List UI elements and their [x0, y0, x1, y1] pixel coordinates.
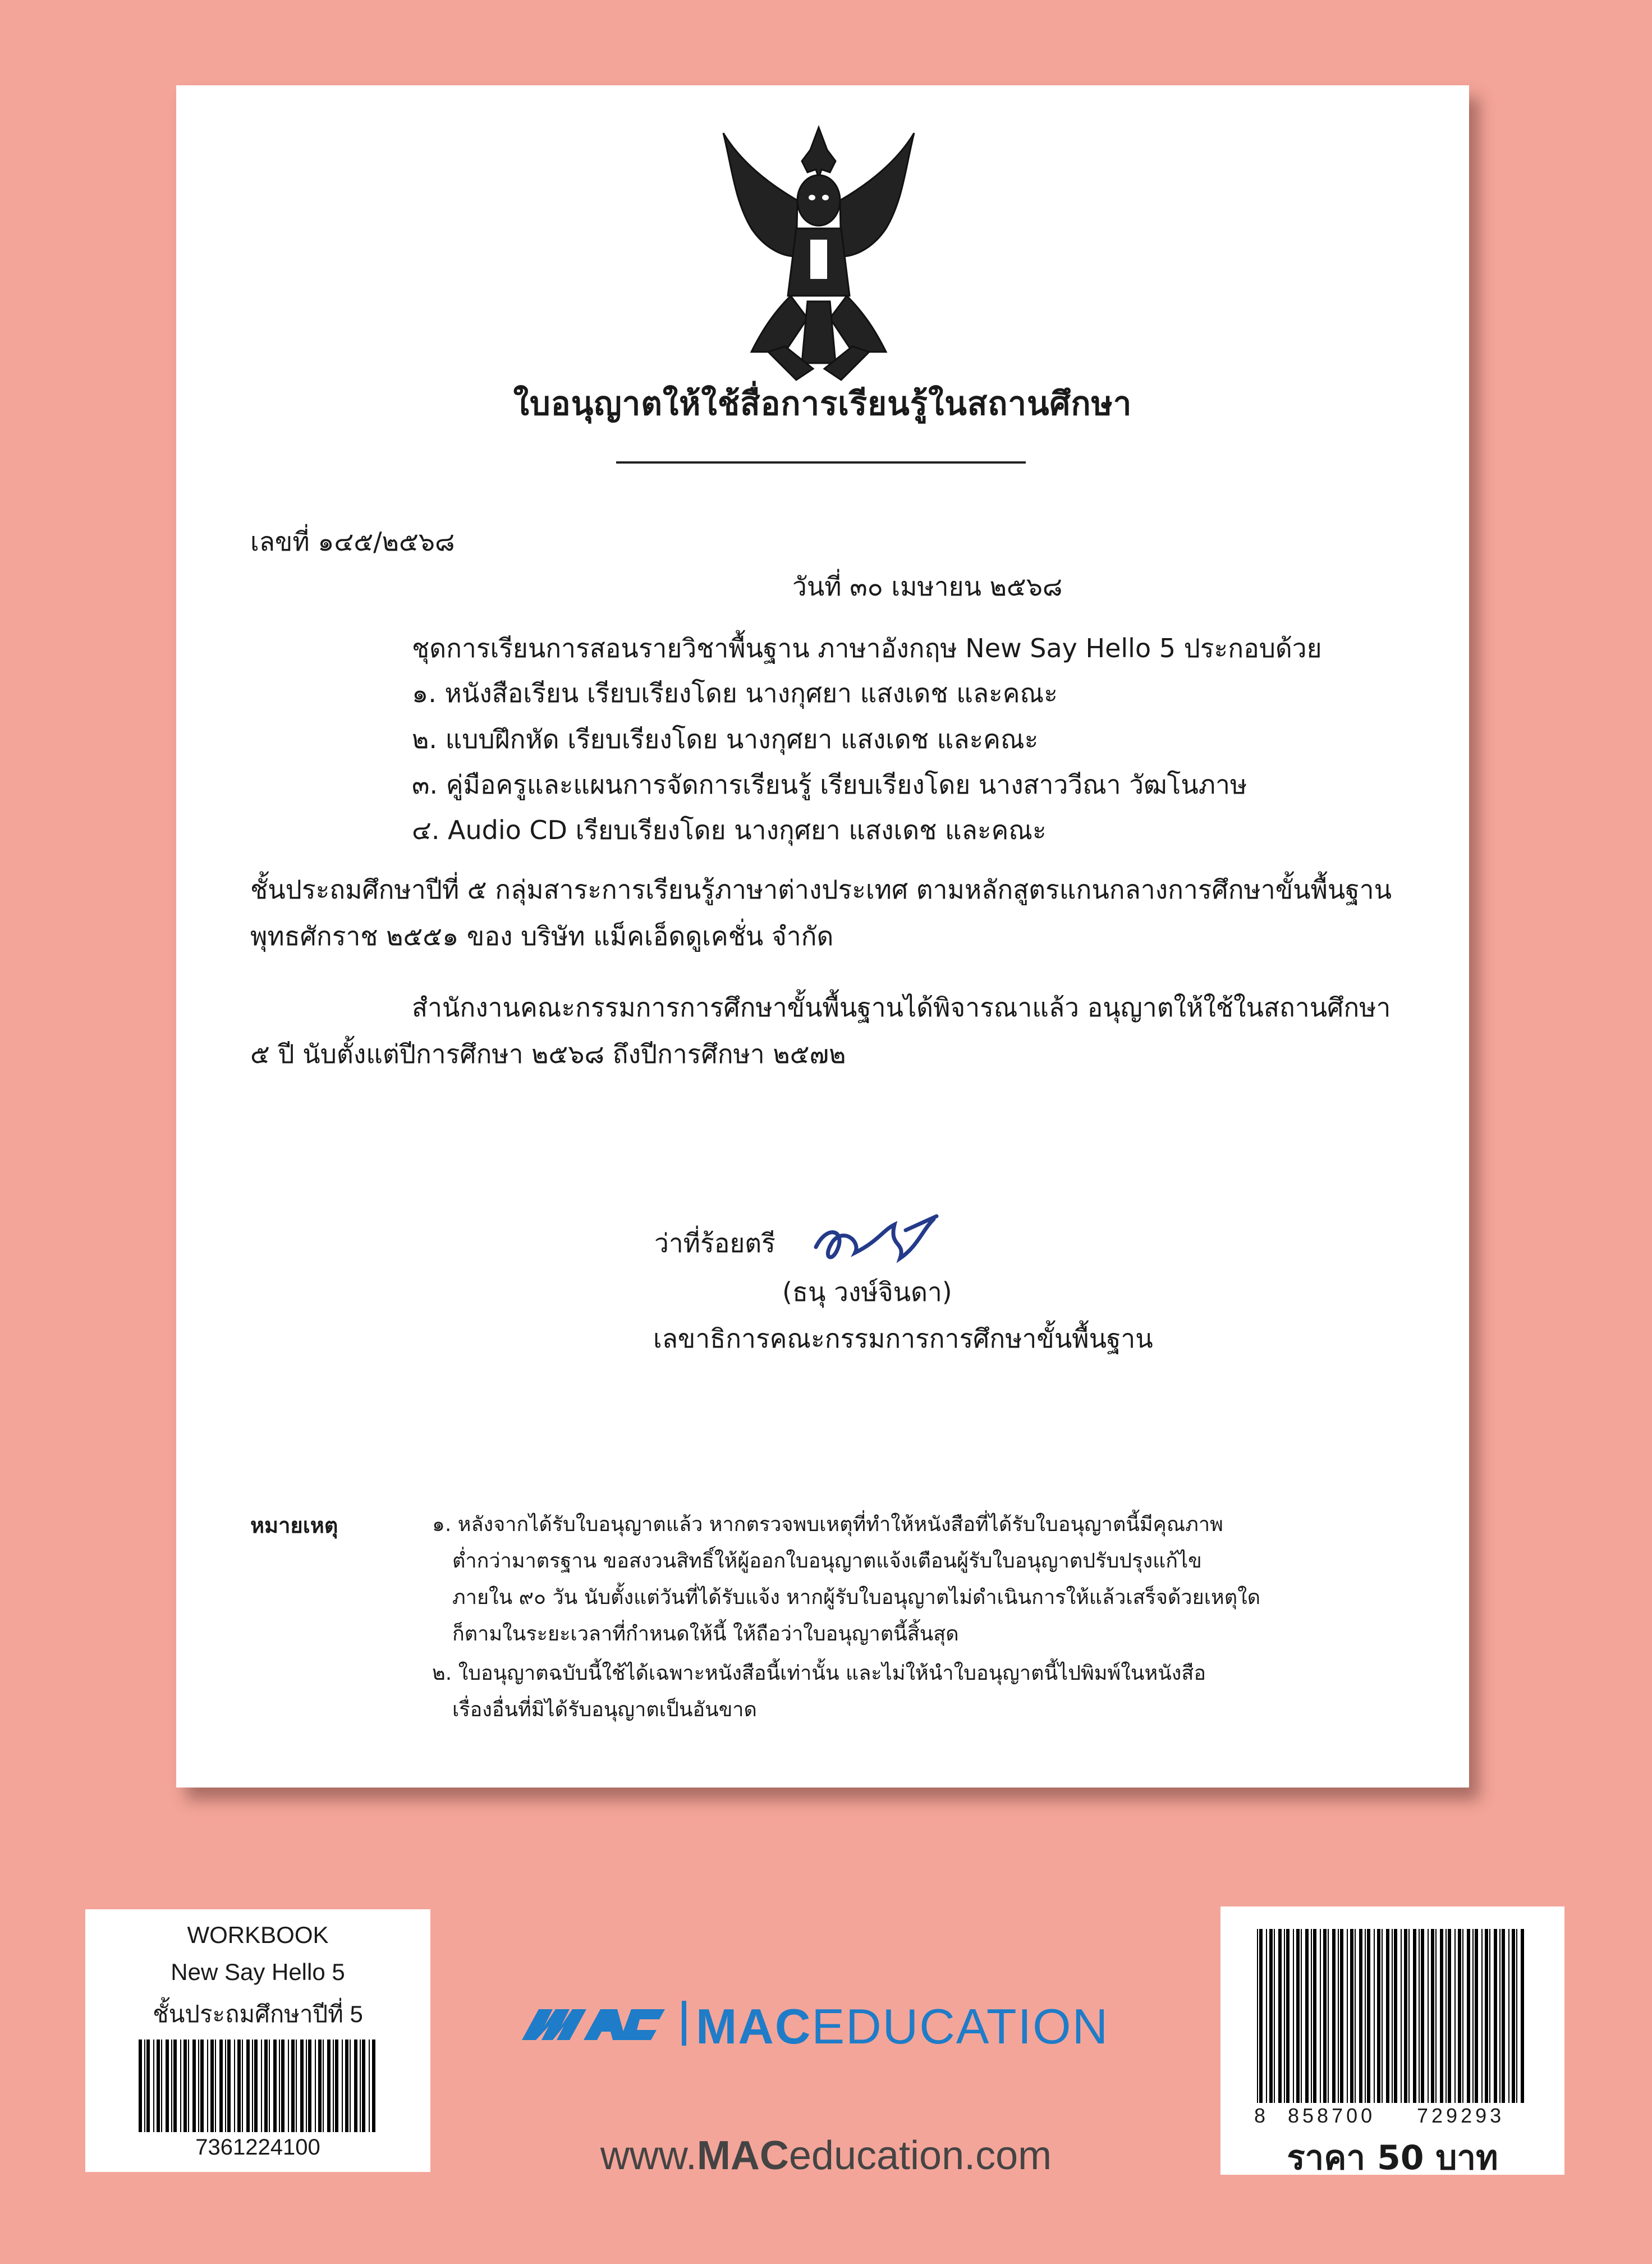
list-item: ๔. Audio CD เรียบเรียงโดย นางกุศยา แสงเดช และคณะ: [412, 815, 1047, 845]
barcode-bar: [1284, 1929, 1285, 2103]
barcode-icon: [139, 2040, 377, 2132]
barcode-bar: [173, 2040, 177, 2132]
barcode-bar: [1293, 1929, 1294, 2103]
barcode-bar: [1485, 1929, 1488, 2103]
barcode-bar: [333, 2040, 334, 2132]
barcode-bar: [269, 2040, 270, 2132]
website-url: www.MACeducation.com: [600, 2133, 1052, 2178]
barcode-bar: [1448, 1929, 1451, 2103]
workbook-grade: ชั้นประถมศึกษาปีที่ 5: [153, 2001, 363, 2027]
barcode-bar: [1401, 1929, 1402, 2103]
barcode-bar: [1382, 1929, 1383, 2103]
mac-education-logo: [522, 1999, 1139, 2054]
barcode-bar: [261, 2040, 262, 2132]
price-label: ราคา 50 บาท: [1287, 2138, 1498, 2178]
barcode-bar: [1320, 1929, 1321, 2103]
barcode-bar: [242, 2040, 243, 2132]
barcode-bar: [1367, 1929, 1370, 2103]
barcode-bar: [153, 2040, 154, 2132]
barcode-bar: [144, 2040, 145, 2132]
barcode-digit-group: 858700: [1288, 2104, 1376, 2127]
barcode-bar: [300, 2040, 304, 2132]
barcode-bar: [1374, 1929, 1375, 2103]
note-line: เรื่องอื่นที่มิได้รับอนุญาตเป็นอันขาด: [452, 1698, 757, 1721]
barcode-bar: [1340, 1929, 1343, 2103]
barcode-bar: [207, 2040, 208, 2132]
note-line: ก็ตามในระยะเวลาที่กำหนดให้นี้ ให้ถือว่าใบอนุญาตนี้สิ้นสุด: [452, 1623, 959, 1646]
barcode-bar: [1431, 1929, 1434, 2103]
barcode-bar: [315, 2040, 316, 2132]
barcode-bar: [200, 2040, 204, 2132]
barcode-bar: [306, 2040, 307, 2132]
barcode-bar: [264, 2040, 268, 2132]
notes-label: หมายเหตุ: [250, 1513, 338, 1538]
barcode-bar: [1508, 1929, 1509, 2103]
workbook-label: WORKBOOK: [187, 1922, 329, 1948]
barcode-bar: [335, 2040, 338, 2132]
title-underline: [616, 461, 1026, 464]
barcode-bar: [1259, 1929, 1263, 2103]
barcode-bar: [1266, 1929, 1267, 2103]
barcode-bar: [1313, 1929, 1316, 2103]
barcode-bar: [350, 2040, 351, 2132]
barcode-bar: [1421, 1929, 1424, 2103]
barcode-bar: [1257, 1929, 1258, 2103]
barcode-bar: [225, 2040, 226, 2132]
document-title: ใบอนุญาตให้ใช้สื่อการเรียนรู้ในสถานศึกษา: [513, 384, 1132, 423]
barcode-bar: [252, 2040, 253, 2132]
barcode-bar: [161, 2040, 162, 2132]
barcode-bar: [1301, 1929, 1302, 2103]
barcode-bar: [354, 2040, 357, 2132]
barcode-bar: [1499, 1929, 1500, 2103]
barcode-bar: [1475, 1929, 1478, 2103]
barcode-bar: [372, 2040, 375, 2132]
barcode-bar: [1404, 1929, 1407, 2103]
barcode-bar: [1462, 1929, 1463, 2103]
paragraph-line: ๕ ปี นับตั้งแต่ปีการศึกษา ๒๕๖๘ ถึงปีการศึกษา ๒๕๗๒: [250, 1039, 846, 1069]
signer-rank: ว่าที่ร้อยตรี: [654, 1228, 775, 1258]
note-line: ๑. หลังจากได้รับใบอนุญาตแล้ว หากตรวจพบเหตุที่ทำให้หนังสือที่ได้รับใบอนุญาตนี้มีคุณภาพ: [432, 1513, 1223, 1536]
workbook-code: 7361224100: [195, 2135, 320, 2160]
list-item: ๒. แบบฝึกหัด เรียบเรียงโดย นางกุศยา แสงเดช และคณะ: [412, 724, 1039, 754]
workbook-title: New Say Hello 5: [171, 1959, 345, 1985]
barcode-bar: [1521, 1929, 1524, 2103]
barcode-bar: [1458, 1929, 1461, 2103]
barcode-bar: [1428, 1929, 1429, 2103]
barcode-bar: [1440, 1929, 1443, 2103]
barcode-bar: [327, 2040, 331, 2132]
barcode-bar: [171, 2040, 172, 2132]
barcode-bar: [1435, 1929, 1437, 2103]
barcode-bar: [234, 2040, 235, 2132]
barcode-bar: [1454, 1929, 1456, 2103]
document-date: วันที่ ๓๐ เมษายน ๒๕๖๘: [792, 571, 1063, 602]
barcode-bar: [1394, 1929, 1397, 2103]
barcode-bar: [291, 2040, 295, 2132]
barcode-bar: [166, 2040, 169, 2132]
barcode-bar: [1516, 1929, 1517, 2103]
barcode-bar: [1502, 1929, 1505, 2103]
barcode-bar: [246, 2040, 250, 2132]
paragraph-line: ชั้นประถมศึกษาปีที่ ๕ กลุ่มสาระการเรียนรู้ภาษาต่างประเทศ ตามหลักสูตรแกนกลางการศึกษาขั้นพื้นฐาน: [250, 874, 1392, 905]
barcode-bar: [273, 2040, 277, 2132]
barcode-bar: [183, 2040, 187, 2132]
barcode-digit-group: 729293: [1417, 2104, 1505, 2127]
intro-line: ชุดการเรียนการสอนรายวิชาพื้นฐาน ภาษาอังกฤษ New Say Hello 5 ประกอบด้วย: [412, 633, 1322, 663]
barcode-bar: [342, 2040, 343, 2132]
note-line: ต่ำกว่ามาตรฐาน ขอสงวนสิทธิ์ให้ผู้ออกใบอนุญาตแจ้งเตือนผู้รับใบอนุญาตปรับปรุงแก้ไข: [452, 1550, 1202, 1573]
list-item: ๑. หนังสือเรียน เรียบเรียงโดย นางกุศยา แสงเดช และคณะ: [412, 678, 1058, 708]
price-sticker: [1220, 1906, 1564, 2178]
barcode-bar: [219, 2040, 223, 2132]
barcode-bar: [1338, 1929, 1339, 2103]
barcode-bar: [1408, 1929, 1410, 2103]
barcode-bar: [1278, 1929, 1282, 2103]
barcode-bar: [1286, 1929, 1290, 2103]
barcode-bar: [157, 2040, 160, 2132]
barcode-bar: [1512, 1929, 1515, 2103]
barcode-bar: [1365, 1929, 1366, 2103]
barcode-bar: [1472, 1929, 1474, 2103]
signer-name: (ธนุ วงษ์จินดา): [782, 1277, 952, 1307]
barcode-bar: [1377, 1929, 1380, 2103]
barcode-digit-group: 8: [1254, 2104, 1266, 2127]
barcode-bar: [1467, 1929, 1470, 2103]
barcode-bar: [198, 2040, 199, 2132]
paragraph-line: สำนักงานคณะกรรมการการศึกษาขั้นพื้นฐานได้พิจารณาแล้ว อนุญาตให้ใช้ในสถานศึกษา: [412, 992, 1391, 1023]
barcode-bar: [1269, 1929, 1273, 2103]
barcode-bar: [180, 2040, 181, 2132]
barcode-bar: [1419, 1929, 1420, 2103]
document-number: เลขที่ ๑๔๕/๒๕๖๘: [250, 526, 455, 557]
barcode-bar: [1489, 1929, 1490, 2103]
barcode-bar: [210, 2040, 214, 2132]
barcode-bar: [1274, 1929, 1275, 2103]
barcode-bar: [345, 2040, 348, 2132]
note-line: ภายใน ๙๐ วัน นับตั้งแต่วันที่ได้รับแจ้ง หากผู้รับใบอนุญาตไม่ดำเนินการให้แล้วเสร็จด้วยเหตุใด: [452, 1586, 1261, 1609]
brand-name: MACEDUCATION: [696, 1999, 1109, 2054]
barcode-bar: [281, 2040, 284, 2132]
barcode-bar: [1446, 1929, 1447, 2103]
barcode-bar: [1332, 1929, 1336, 2103]
barcode-bar: [1311, 1929, 1312, 2103]
barcode-bar: [279, 2040, 280, 2132]
barcode-bar: [215, 2040, 216, 2132]
barcode-bar: [1350, 1929, 1353, 2103]
barcode-bar: [1359, 1929, 1362, 2103]
barcode-bar: [1355, 1929, 1356, 2103]
barcode-bar: [296, 2040, 297, 2132]
mac-logo-icon: [522, 2004, 673, 2043]
barcode-bar: [288, 2040, 289, 2132]
barcode-bar: [1323, 1929, 1327, 2103]
barcode-bar: [323, 2040, 324, 2132]
logo-divider: [682, 2001, 686, 2046]
barcode-bar: [369, 2040, 370, 2132]
barcode-bar: [188, 2040, 189, 2132]
barcode-bar: [308, 2040, 311, 2132]
barcode-bar: [1347, 1929, 1348, 2103]
barcode-icon: [1257, 1929, 1526, 2103]
signature-icon: [810, 1208, 939, 1281]
list-item: ๓. คู่มือครูและแผนการจัดการเรียนรู้ เรียบเรียงโดย นางสาววีณา วัฒโนภาษ: [412, 769, 1247, 800]
barcode-bar: [139, 2040, 142, 2132]
barcode-bar: [1413, 1929, 1416, 2103]
barcode-bar: [227, 2040, 231, 2132]
barcode-bar: [360, 2040, 361, 2132]
barcode-bar: [192, 2040, 196, 2132]
barcode-bar: [318, 2040, 322, 2132]
signer-position: เลขาธิการคณะกรรมการการศึกษาขั้นพื้นฐาน: [653, 1323, 1153, 1354]
barcode-bar: [1305, 1929, 1309, 2103]
barcode-bar: [1494, 1929, 1497, 2103]
garuda-emblem-icon: [701, 116, 937, 397]
barcode-bar: [1392, 1929, 1393, 2103]
paragraph-line: พุทธศักราช ๒๕๕๑ ของ บริษัท แม็คเอ็ดดูเคชั่น จำกัด: [250, 921, 834, 951]
license-document: [176, 85, 1469, 1788]
barcode-bar: [1386, 1929, 1389, 2103]
barcode-bar: [362, 2040, 365, 2132]
barcode-bar: [1328, 1929, 1329, 2103]
barcode-bar: [1481, 1929, 1483, 2103]
barcode-bar: [254, 2040, 258, 2132]
barcode-bar: [1296, 1929, 1300, 2103]
barcode-bar: [237, 2040, 241, 2132]
note-line: ๒. ใบอนุญาตฉบับนี้ใช้ได้เฉพาะหนังสือนี้เท่านั้น และไม่ให้นำใบอนุญาตนี้ไปพิมพ์ในหนังสือ: [432, 1662, 1206, 1685]
barcode-bar: [146, 2040, 150, 2132]
